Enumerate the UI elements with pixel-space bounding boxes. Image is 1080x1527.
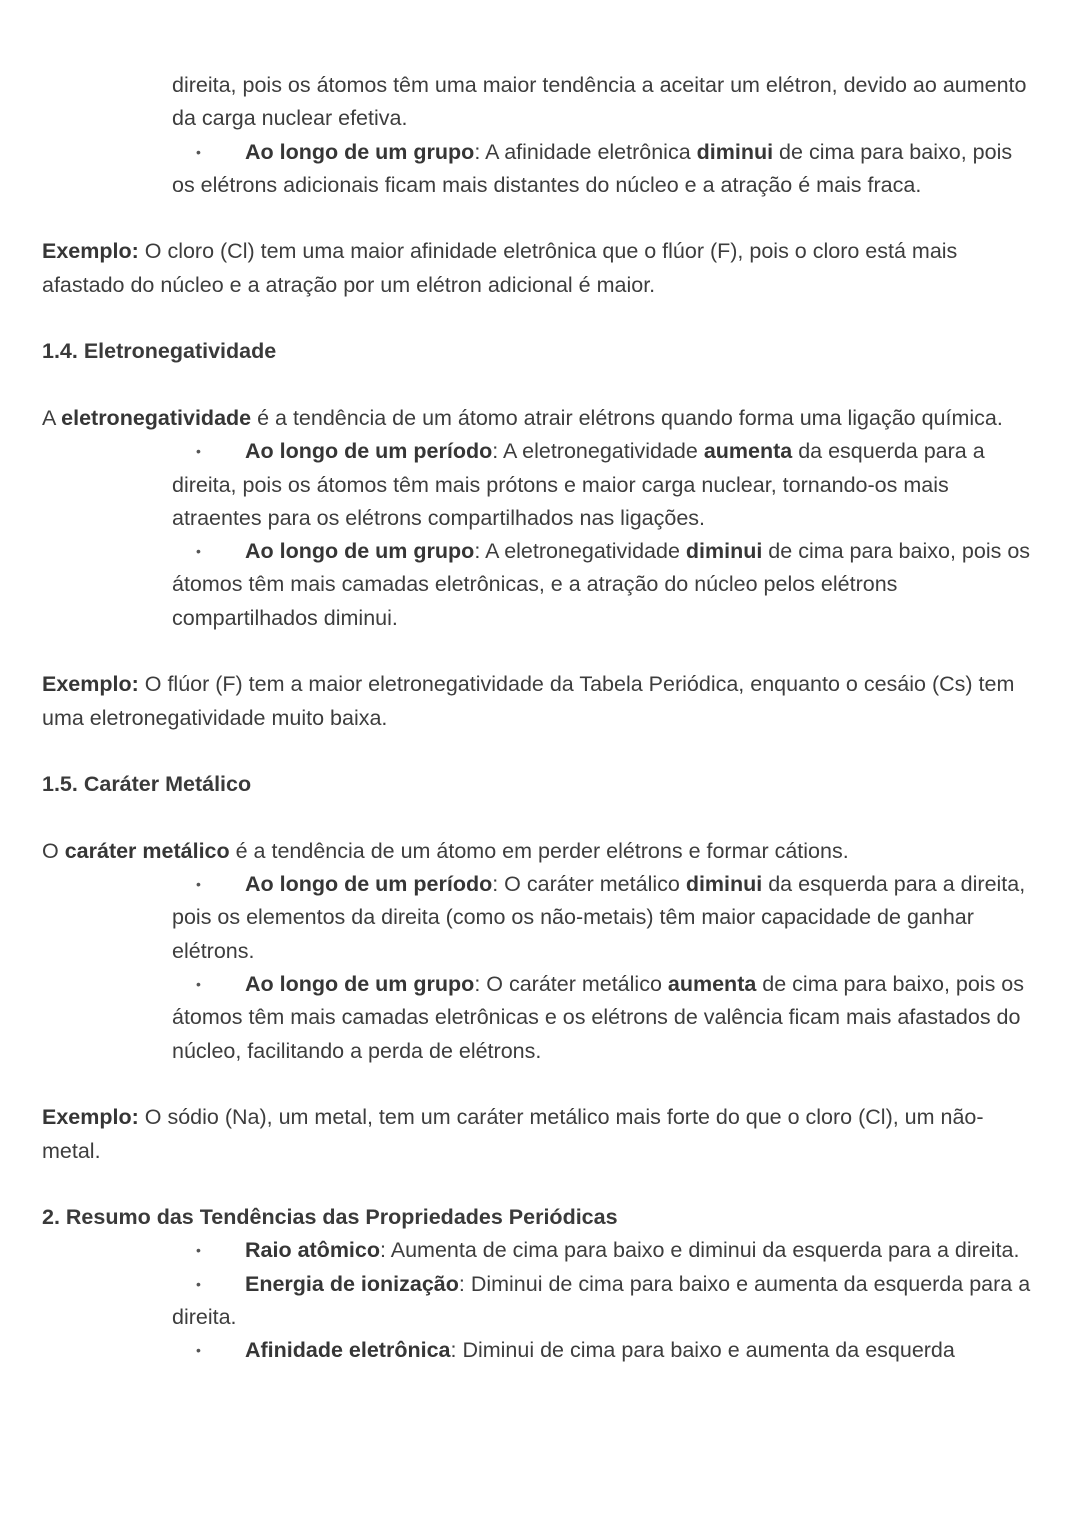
example-label: Exemplo: [42, 1105, 139, 1130]
section-heading-eletronegatividade: 1.4. Eletronegatividade [42, 339, 277, 364]
bullet-label: Ao longo de um período [245, 439, 493, 464]
bullet-label: Ao longo de um grupo [245, 539, 475, 564]
list-item-en-periodo: • Ao longo de um período: A eletronegatividade aumenta da esquerda para a direita, pois os átomos têm mais prótons e maior carga nuclear, tornando-os mais atraentes para os elétrons compartilhados nas ligações. [0, 435, 1080, 535]
definition-carater-metalico: O caráter metálico é a tendência de um átomo em perder elétrons e formar cátions. [42, 838, 849, 863]
list-item-energia-ionizacao: • Energia de ionização: Diminui de cima para baixo e aumenta da esquerda para a direita. [0, 1268, 1080, 1335]
bullet-icon: • [196, 443, 201, 460]
list-item-afinidade-eletronica: • Afinidade eletrônica: Diminui de cima para baixo e aumenta da esquerda [0, 1334, 1080, 1367]
example-carater-metalico: Exemplo: O sódio (Na), um metal, tem um caráter metálico mais forte do que o cloro (Cl), um não-metal. [42, 1105, 984, 1163]
bullet-label: Ao longo de um grupo [245, 972, 475, 997]
bullet-label: Ao longo de um grupo [245, 139, 475, 164]
example-affinity: Exemplo: O cloro (Cl) tem uma maior afinidade eletrônica que o flúor (F), pois o cloro está mais afastado do núcleo e a atração por um elétron adicional é maior. [42, 239, 958, 297]
list-item-en-grupo: • Ao longo de um grupo: A eletronegatividade diminui de cima para baixo, pois os átomos têm mais camadas eletrônicas, e a atração do núcleo pelos elétrons compartilhados diminui. [0, 535, 1080, 635]
section-heading-resumo: 2. Resumo das Tendências das Propriedades Periódicas [42, 1205, 618, 1230]
bullet-icon: • [196, 976, 201, 993]
bullet-icon: • [196, 543, 201, 560]
example-label: Exemplo: [42, 672, 139, 697]
example-label: Exemplo: [42, 239, 139, 264]
example-eletronegatividade: Exemplo: O flúor (F) tem a maior eletronegatividade da Tabela Periódica, enquanto o cesáio (Cs) tem uma eletronegatividade muito baixa. [42, 672, 1015, 730]
continuation-text: direita, pois os átomos têm uma maior tendência a aceitar um elétron, devido ao aumento da carga nuclear efetiva. [172, 73, 1027, 131]
paragraph-continuation [0, 69, 1080, 136]
list-item-affinity-group: • Ao longo de um grupo: A afinidade eletrônica diminui de cima para baixo, pois os elétrons adicionais ficam mais distantes do núcleo e a atração é mais fraca. [0, 136, 1080, 203]
document-page [0, 69, 1080, 1368]
bullet-icon: • [196, 143, 201, 160]
bullet-label: Energia de ionização [245, 1271, 459, 1296]
section-heading-carater-metalico: 1.5. Caráter Metálico [42, 772, 252, 797]
list-item-cm-grupo: • Ao longo de um grupo: O caráter metálico aumenta de cima para baixo, pois os átomos têm mais camadas eletrônicas e os elétrons de valência ficam mais afastados do núcleo, facilitando a perda de elétrons. [0, 968, 1080, 1068]
bullet-label: Afinidade eletrônica [245, 1338, 451, 1363]
bullet-icon: • [196, 1242, 201, 1259]
bullet-label: Raio atômico [245, 1238, 380, 1263]
bullet-icon: • [196, 1275, 201, 1292]
bullet-label: Ao longo de um período [245, 872, 493, 897]
bullet-icon: • [196, 876, 201, 893]
list-item-cm-periodo: • Ao longo de um período: O caráter metálico diminui da esquerda para a direita, pois os elementos da direita (como os não-metais) têm maior capacidade de ganhar elétrons. [0, 868, 1080, 968]
list-item-raio-atomico: • Raio atômico: Aumenta de cima para baixo e diminui da esquerda para a direita. [0, 1234, 1080, 1267]
definition-eletronegatividade: A eletronegatividade é a tendência de um átomo atrair elétrons quando forma uma ligação química. [42, 405, 1003, 430]
bullet-icon: • [196, 1342, 201, 1359]
